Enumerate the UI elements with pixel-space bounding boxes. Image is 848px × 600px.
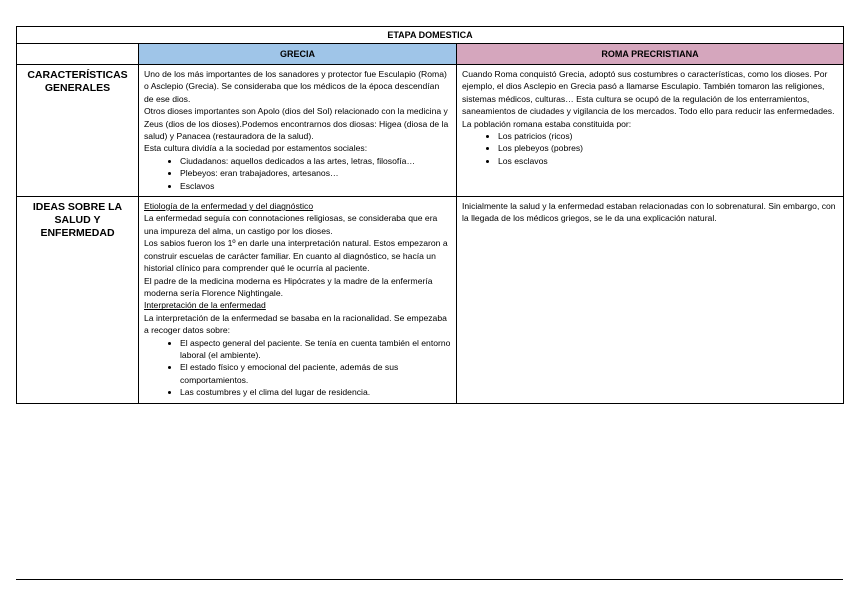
column-header-grecia: GRECIA bbox=[139, 44, 457, 65]
paragraph: Esta cultura dividía a la sociedad por estamentos sociales: bbox=[144, 143, 368, 154]
list-item: • El aspecto general del paciente. Se tenía en cuenta también el entorno laboral (el ambiente). bbox=[180, 337, 451, 362]
section-heading-etiologia: Etiología de la enfermedad y del diagnóstico bbox=[144, 201, 314, 212]
row-label-caracteristicas: CARACTERÍSTICAS GENERALES bbox=[17, 65, 139, 197]
list-item: • El estado físico y emocional del paciente, además de sus comportamientos. bbox=[180, 361, 451, 386]
table-title: ETAPA DOMESTICA bbox=[17, 27, 844, 44]
footer-divider bbox=[16, 579, 843, 580]
bullet-list-estamentos bbox=[144, 155, 451, 192]
table-row-ideas bbox=[17, 197, 844, 404]
cell-roma-caracteristicas bbox=[457, 65, 844, 197]
row-label-ideas: IDEAS SOBRE LA SALUD Y ENFERMEDAD bbox=[17, 197, 139, 404]
list-item: • Esclavos bbox=[180, 180, 451, 192]
paragraph: El padre de la medicina moderna es Hipócrates y la madre de la enfermería moderna sería Florence Nightingale. bbox=[144, 275, 433, 298]
cell-grecia-ideas bbox=[139, 197, 457, 404]
list-item: • Los esclavos bbox=[498, 155, 838, 167]
table-row-caracteristicas bbox=[17, 65, 844, 197]
paragraph: Los sabios fueron los 1º en darle una interpretación natural. Estos empezaron a construir escuelas de carácter familiar. En cuanto al diagnóstico, se hacía un historial clínico para comprender qué le ocurría al paciente. bbox=[144, 238, 448, 274]
section-heading-interpretacion: Interpretación de la enfermedad bbox=[144, 300, 266, 311]
list-item: • Plebeyos: eran trabajadores, artesanos… bbox=[180, 167, 451, 179]
bullet-list-poblacion bbox=[462, 130, 838, 167]
list-item: • Las costumbres y el clima del lugar de residencia. bbox=[180, 386, 451, 398]
paragraph: Inicialmente la salud y la enfermedad estaban relacionadas con lo sobrenatural. Sin embargo, con la llegada de los médicos griegos, se le da una explicación natural. bbox=[462, 201, 836, 224]
cell-grecia-caracteristicas bbox=[139, 65, 457, 197]
paragraph: La interpretación de la enfermedad se basaba en la racionalidad. Se empezaba a recoger datos sobre: bbox=[144, 312, 447, 336]
list-item: • Ciudadanos: aquellos dedicados a las artes, letras, filosofía… bbox=[180, 155, 451, 167]
title-row bbox=[17, 27, 844, 44]
header-empty-cell bbox=[17, 44, 139, 65]
etapa-domestica-table bbox=[16, 26, 844, 404]
paragraph: Uno de los más importantes de los sanadores y protector fue Esculapio (Roma) o Asclepio (Grecia). Se consideraba que los médicos de la época descendían de ese dios. bbox=[144, 69, 447, 104]
paragraph: Otros dioses importantes son Apolo (dios del Sol) relacionado con la medicina y Zeus (dios de los dioses).Podemos encontrarnos dos diosas: Higea (diosa de la salud) y Panacea (restauradora de la salud). bbox=[144, 106, 449, 142]
header-row bbox=[17, 44, 844, 65]
column-header-roma: ROMA PRECRISTIANA bbox=[457, 44, 844, 65]
list-item: • Los plebeyos (pobres) bbox=[498, 142, 838, 154]
paragraph: La enfermedad seguía con connotaciones religiosas, se consideraba que era una impureza del alma, un castigo por los dioses. bbox=[144, 213, 438, 236]
list-item: • Los patricios (ricos) bbox=[498, 130, 838, 142]
bullet-list-datos bbox=[144, 337, 451, 399]
cell-roma-ideas bbox=[457, 197, 844, 404]
paragraph: Cuando Roma conquistó Grecia, adoptó sus costumbres o características, como los dioses. Por ejemplo, el dios Asclepio en Grecia pasó a llamarse Esculapio. También tomaron las religiones, sistemas médicos, culturas… Esta cultura se ocupó de la regulación de los enterramientos, saneamientos de ciudades y vigilancia de los mercados. Todo ello para reducir las enfermedades. La población romana estaba constituida por: bbox=[462, 69, 835, 129]
